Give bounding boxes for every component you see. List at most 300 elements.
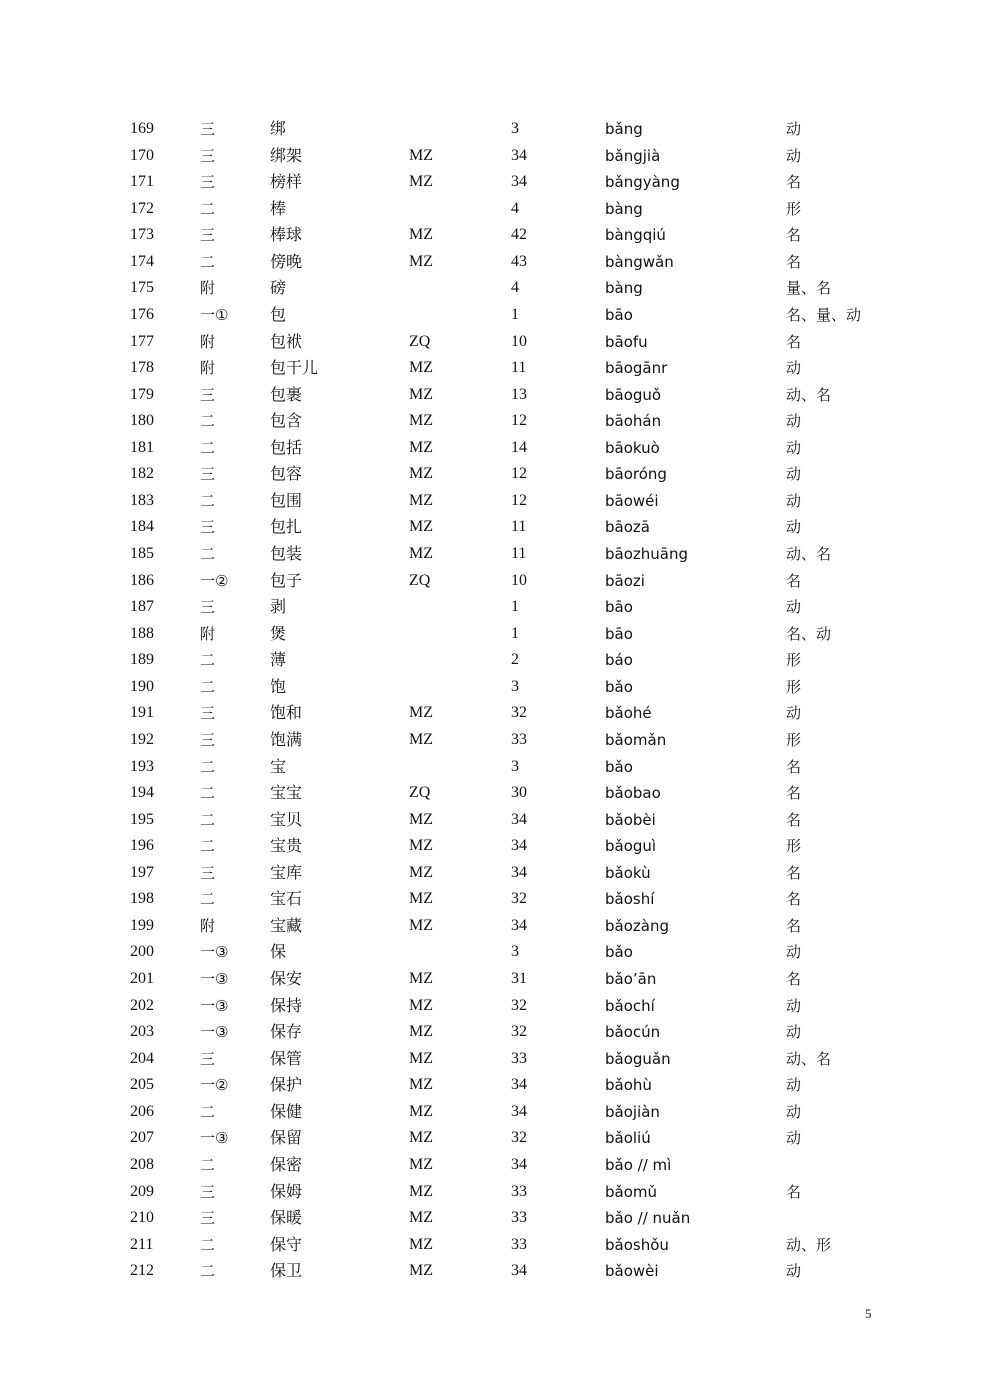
entry-category: MZ xyxy=(409,916,433,934)
entry-part-of-speech: 形 xyxy=(786,651,802,670)
entry-level: 二 xyxy=(200,1155,216,1174)
entry-code: 34 xyxy=(511,146,527,164)
entry-category: MZ xyxy=(409,252,433,270)
entry-level: 二 xyxy=(200,1235,216,1254)
entry-level: 二 xyxy=(200,199,216,218)
entry-level: 二 xyxy=(200,784,216,803)
entry-number: 177 xyxy=(130,332,154,350)
entry-code: 32 xyxy=(511,890,527,908)
entry-part-of-speech: 名 xyxy=(786,252,802,271)
entry-pinyin: bǎochí xyxy=(605,996,655,1015)
entry-word: 磅 xyxy=(270,278,287,298)
entry-level: 二 xyxy=(200,438,216,457)
entry-pinyin: bǎo xyxy=(605,943,633,962)
entry-word: 保留 xyxy=(270,1128,303,1148)
entry-part-of-speech: 名 xyxy=(786,970,802,988)
entry-word: 宝库 xyxy=(270,862,303,882)
table-row xyxy=(0,382,1005,409)
entry-part-of-speech: 名 xyxy=(786,571,802,590)
entry-number: 194 xyxy=(130,784,154,802)
entry-part-of-speech: 动 xyxy=(786,1129,802,1148)
entry-code: 3 xyxy=(511,943,519,961)
entry-number: 198 xyxy=(130,890,154,908)
entry-level: 三 xyxy=(200,1182,216,1201)
entry-number: 185 xyxy=(130,545,154,562)
table-row xyxy=(0,1179,1005,1206)
entry-level: 三 xyxy=(200,385,216,404)
entry-word: 宝 xyxy=(270,756,287,776)
entry-pinyin: bǎobao xyxy=(605,784,661,803)
table-row xyxy=(0,913,1005,940)
entry-word: 宝贵 xyxy=(270,836,303,856)
table-row xyxy=(0,1205,1005,1232)
entry-word: 包干儿 xyxy=(270,358,319,378)
entry-word: 保姆 xyxy=(270,1181,303,1201)
entry-category: MZ xyxy=(409,1049,433,1067)
entry-pinyin: bǎoguǎn xyxy=(605,1049,671,1068)
entry-number: 176 xyxy=(130,305,154,323)
table-row xyxy=(0,408,1005,435)
entry-part-of-speech: 量、名 xyxy=(786,279,832,298)
entry-level: 一① xyxy=(200,305,229,324)
entry-number: 192 xyxy=(130,730,154,748)
entry-code: 34 xyxy=(511,810,527,828)
entry-part-of-speech: 动 xyxy=(786,491,802,510)
table-row xyxy=(0,594,1005,621)
entry-word: 薄 xyxy=(270,650,287,670)
entry-number: 183 xyxy=(130,491,154,509)
entry-part-of-speech: 动、名 xyxy=(786,545,832,563)
table-row xyxy=(0,1125,1005,1152)
entry-code: 34 xyxy=(511,863,527,881)
entry-category: MZ xyxy=(409,412,433,430)
entry-word: 保暖 xyxy=(270,1208,303,1228)
entry-category: MZ xyxy=(409,970,433,987)
entry-pinyin: bǎo’ān xyxy=(605,970,657,988)
table-row xyxy=(0,993,1005,1020)
table-row xyxy=(0,1046,1005,1073)
entry-word: 绑 xyxy=(270,119,287,138)
entry-number: 189 xyxy=(130,651,154,669)
entry-part-of-speech: 动 xyxy=(786,518,802,537)
entry-pinyin: bǎomǔ xyxy=(605,1182,658,1201)
entry-word: 包袱 xyxy=(270,331,303,351)
entry-number: 182 xyxy=(130,465,154,483)
entry-word: 保护 xyxy=(270,1075,303,1095)
entry-pinyin: bǎngyàng xyxy=(605,173,680,192)
entry-word: 包子 xyxy=(270,570,303,590)
entry-part-of-speech: 动 xyxy=(786,120,802,138)
entry-level: 三 xyxy=(200,465,216,484)
entry-number: 169 xyxy=(130,120,154,137)
entry-part-of-speech: 名 xyxy=(786,810,802,829)
entry-part-of-speech: 名 xyxy=(786,863,802,882)
entry-category: MZ xyxy=(409,890,433,908)
entry-code: 11 xyxy=(511,545,527,562)
entry-part-of-speech: 动、名 xyxy=(786,385,832,404)
entry-pinyin: bàngqiú xyxy=(605,226,666,245)
entry-word: 宝藏 xyxy=(270,915,303,935)
table-row xyxy=(0,1019,1005,1046)
entry-number: 201 xyxy=(130,970,154,987)
entry-number: 196 xyxy=(130,837,154,855)
entry-part-of-speech: 名 xyxy=(786,173,802,192)
entry-pinyin: bǎobèi xyxy=(605,810,656,829)
table-row xyxy=(0,860,1005,887)
entry-category: MZ xyxy=(409,226,433,244)
entry-category: MZ xyxy=(409,518,433,536)
entry-word: 保 xyxy=(270,942,287,962)
entry-word: 棒 xyxy=(270,198,287,218)
entry-word: 绑架 xyxy=(270,145,303,165)
entry-number: 193 xyxy=(130,757,154,775)
entry-category: ZQ xyxy=(409,784,431,802)
entry-category: MZ xyxy=(409,359,433,377)
entry-level: 二 xyxy=(200,252,216,271)
entry-level: 二 xyxy=(200,545,216,563)
entry-pinyin: bǎoliú xyxy=(605,1129,651,1148)
entry-part-of-speech: 动 xyxy=(786,1262,802,1281)
entry-level: 三 xyxy=(200,173,216,192)
entry-level: 三 xyxy=(200,120,216,138)
entry-pinyin: bàng xyxy=(605,199,643,218)
table-row xyxy=(0,754,1005,781)
entry-level: 二 xyxy=(200,757,216,776)
entry-code: 12 xyxy=(511,491,527,509)
table-row xyxy=(0,488,1005,515)
entry-pinyin: bǎoshǒu xyxy=(605,1235,669,1254)
entry-word: 榜样 xyxy=(270,172,303,192)
entry-pinyin: bǎo xyxy=(605,757,633,776)
entry-number: 184 xyxy=(130,518,154,536)
entry-part-of-speech: 名 xyxy=(786,226,802,245)
entry-part-of-speech: 形 xyxy=(786,837,802,856)
entry-pinyin: bāoróng xyxy=(605,465,667,484)
entry-code: 42 xyxy=(511,226,527,244)
entry-number: 208 xyxy=(130,1155,154,1173)
entry-level: 三 xyxy=(200,704,216,723)
entry-part-of-speech: 形 xyxy=(786,199,802,218)
entry-code: 3 xyxy=(511,120,519,137)
entry-level: 一② xyxy=(200,571,229,590)
entry-category: MZ xyxy=(409,837,433,855)
entry-word: 保密 xyxy=(270,1154,303,1174)
entry-pinyin: bǎozàng xyxy=(605,916,669,935)
entry-word: 包含 xyxy=(270,411,303,431)
entry-level: 一③ xyxy=(200,943,229,962)
entry-level: 三 xyxy=(200,518,216,537)
entry-word: 包括 xyxy=(270,437,303,457)
entry-code: 34 xyxy=(511,1102,527,1120)
entry-code: 33 xyxy=(511,1182,527,1200)
entry-number: 173 xyxy=(130,226,154,244)
entry-word: 包扎 xyxy=(270,517,303,537)
table-row xyxy=(0,1072,1005,1099)
entry-number: 181 xyxy=(130,438,154,456)
entry-word: 保健 xyxy=(270,1101,303,1121)
entry-number: 187 xyxy=(130,598,154,616)
entry-number: 175 xyxy=(130,279,154,297)
entry-number: 205 xyxy=(130,1076,154,1094)
entry-pinyin: bǎoguì xyxy=(605,837,657,856)
entry-code: 32 xyxy=(511,996,527,1014)
table-row xyxy=(0,807,1005,834)
entry-code: 34 xyxy=(511,1076,527,1094)
entry-word: 宝石 xyxy=(270,889,303,909)
entry-part-of-speech: 名 xyxy=(786,916,802,935)
entry-category: MZ xyxy=(409,1023,433,1041)
entry-number: 186 xyxy=(130,571,154,589)
entry-code: 12 xyxy=(511,465,527,483)
entry-pinyin: bāozhuāng xyxy=(605,545,688,563)
entry-level: 一③ xyxy=(200,1023,229,1042)
entry-word: 保管 xyxy=(270,1048,303,1068)
entry-category: MZ xyxy=(409,730,433,748)
entry-word: 饱满 xyxy=(270,729,303,749)
table-row xyxy=(0,568,1005,595)
entry-code: 32 xyxy=(511,1129,527,1147)
entry-pinyin: bǎo // mì xyxy=(605,1155,672,1174)
entry-pinyin: bàng xyxy=(605,279,643,298)
entry-number: 190 xyxy=(130,677,154,695)
entry-part-of-speech: 动 xyxy=(786,465,802,484)
entry-level: 二 xyxy=(200,677,216,696)
entry-category: MZ xyxy=(409,465,433,483)
entry-level: 一③ xyxy=(200,1129,229,1148)
table-row xyxy=(0,435,1005,462)
entry-level: 三 xyxy=(200,1049,216,1068)
entry-number: 170 xyxy=(130,146,154,164)
vocabulary-table xyxy=(0,116,1005,1285)
entry-part-of-speech: 名 xyxy=(786,890,802,909)
entry-part-of-speech: 名 xyxy=(786,1182,802,1201)
entry-pinyin: bǎngjià xyxy=(605,146,661,165)
table-row xyxy=(0,461,1005,488)
entry-pinyin: báo xyxy=(605,651,633,670)
table-row xyxy=(0,647,1005,674)
entry-code: 11 xyxy=(511,359,527,377)
entry-pinyin: bàngwǎn xyxy=(605,252,674,271)
entry-pinyin: bǎomǎn xyxy=(605,730,667,749)
table-row xyxy=(0,833,1005,860)
entry-word: 包裹 xyxy=(270,384,303,404)
entry-number: 195 xyxy=(130,810,154,828)
entry-word: 包 xyxy=(270,304,287,324)
entry-part-of-speech: 动 xyxy=(786,412,802,431)
table-row xyxy=(0,1258,1005,1285)
entry-level: 附 xyxy=(200,332,216,351)
entry-pinyin: bāozā xyxy=(605,518,650,537)
entry-number: 197 xyxy=(130,863,154,881)
entry-category: MZ xyxy=(409,1129,433,1147)
entry-category: MZ xyxy=(409,1182,433,1200)
entry-level: 三 xyxy=(200,226,216,245)
table-row xyxy=(0,1232,1005,1259)
entry-code: 32 xyxy=(511,1023,527,1041)
entry-category: MZ xyxy=(409,1235,433,1253)
entry-code: 33 xyxy=(511,1209,527,1227)
entry-code: 32 xyxy=(511,704,527,722)
entry-code: 34 xyxy=(511,837,527,855)
entry-pinyin: bǎocún xyxy=(605,1023,661,1042)
table-row xyxy=(0,966,1005,993)
entry-pinyin: bāozi xyxy=(605,571,645,590)
entry-level: 一③ xyxy=(200,996,229,1015)
entry-pinyin: bāowéi xyxy=(605,491,659,510)
entry-code: 10 xyxy=(511,571,527,589)
page-number: 5 xyxy=(865,1306,872,1321)
entry-pinyin: bāo xyxy=(605,598,633,617)
entry-code: 4 xyxy=(511,199,519,217)
table-row xyxy=(0,727,1005,754)
entry-level: 三 xyxy=(200,1209,216,1228)
entry-part-of-speech: 动 xyxy=(786,1076,802,1095)
entry-level: 二 xyxy=(200,810,216,829)
entry-level: 附 xyxy=(200,279,216,298)
entry-category: MZ xyxy=(409,996,433,1014)
entry-level: 三 xyxy=(200,730,216,749)
entry-part-of-speech: 名 xyxy=(786,332,802,351)
entry-level: 二 xyxy=(200,837,216,856)
entry-part-of-speech: 动 xyxy=(786,943,802,962)
entry-category: MZ xyxy=(409,810,433,828)
entry-number: 202 xyxy=(130,996,154,1014)
entry-level: 二 xyxy=(200,1102,216,1121)
entry-code: 33 xyxy=(511,730,527,748)
entry-category: MZ xyxy=(409,545,433,562)
entry-word: 保守 xyxy=(270,1234,303,1254)
entry-part-of-speech: 动 xyxy=(786,598,802,617)
entry-category: MZ xyxy=(409,704,433,722)
entry-number: 172 xyxy=(130,199,154,217)
entry-category: MZ xyxy=(409,1262,433,1280)
entry-category: ZQ xyxy=(409,571,431,589)
entry-part-of-speech: 动 xyxy=(786,1102,802,1121)
entry-number: 204 xyxy=(130,1049,154,1067)
entry-pinyin: bǎohé xyxy=(605,704,652,723)
entry-level: 一② xyxy=(200,1076,229,1095)
entry-category: MZ xyxy=(409,1209,433,1227)
entry-code: 34 xyxy=(511,1155,527,1173)
entry-word: 棒球 xyxy=(270,225,303,245)
table-row xyxy=(0,249,1005,276)
entry-category: MZ xyxy=(409,1102,433,1120)
entry-pinyin: bāo xyxy=(605,624,633,643)
entry-part-of-speech: 名、量、动 xyxy=(786,305,862,324)
table-row xyxy=(0,169,1005,196)
entry-part-of-speech: 形 xyxy=(786,730,802,749)
entry-code: 1 xyxy=(511,624,519,642)
entry-pinyin: bǎojiàn xyxy=(605,1102,660,1121)
entry-code: 1 xyxy=(511,598,519,616)
entry-code: 33 xyxy=(511,1235,527,1253)
entry-code: 2 xyxy=(511,651,519,669)
entry-part-of-speech: 动、形 xyxy=(786,1235,832,1254)
entry-category: MZ xyxy=(409,1155,433,1173)
entry-level: 二 xyxy=(200,890,216,909)
table-row xyxy=(0,355,1005,382)
table-row xyxy=(0,329,1005,356)
entry-number: 207 xyxy=(130,1129,154,1147)
entry-code: 31 xyxy=(511,970,527,987)
entry-number: 199 xyxy=(130,916,154,934)
entry-part-of-speech: 名 xyxy=(786,784,802,803)
entry-number: 212 xyxy=(130,1262,154,1280)
entry-number: 200 xyxy=(130,943,154,961)
entry-word: 保安 xyxy=(270,969,303,988)
table-row xyxy=(0,275,1005,302)
entry-level: 三 xyxy=(200,146,216,165)
entry-category: MZ xyxy=(409,173,433,191)
entry-pinyin: bǎowèi xyxy=(605,1262,659,1281)
entry-part-of-speech: 动 xyxy=(786,146,802,165)
entry-word: 饱和 xyxy=(270,703,303,723)
entry-pinyin: bāofu xyxy=(605,332,648,351)
entry-level: 三 xyxy=(200,863,216,882)
entry-category: MZ xyxy=(409,438,433,456)
entry-code: 10 xyxy=(511,332,527,350)
entry-word: 剥 xyxy=(270,597,287,617)
entry-part-of-speech: 动 xyxy=(786,1023,802,1042)
table-row xyxy=(0,302,1005,329)
entry-word: 宝贝 xyxy=(270,809,303,829)
entry-number: 171 xyxy=(130,173,154,191)
entry-part-of-speech: 动 xyxy=(786,438,802,457)
entry-code: 11 xyxy=(511,518,527,536)
entry-pinyin: bǎoshí xyxy=(605,890,655,909)
entry-category: MZ xyxy=(409,385,433,403)
entry-word: 煲 xyxy=(270,623,287,643)
table-row xyxy=(0,514,1005,541)
entry-level: 一③ xyxy=(200,970,229,988)
table-row xyxy=(0,780,1005,807)
entry-number: 179 xyxy=(130,385,154,403)
entry-pinyin: bǎng xyxy=(605,120,643,138)
entry-code: 14 xyxy=(511,438,527,456)
entry-word: 饱 xyxy=(270,676,287,696)
entry-code: 4 xyxy=(511,279,519,297)
table-row xyxy=(0,143,1005,170)
entry-part-of-speech: 动 xyxy=(786,359,802,378)
entry-code: 34 xyxy=(511,173,527,191)
entry-word: 保持 xyxy=(270,995,303,1015)
entry-level: 二 xyxy=(200,651,216,670)
entry-part-of-speech: 动 xyxy=(786,704,802,723)
entry-category: MZ xyxy=(409,146,433,164)
entry-word: 保存 xyxy=(270,1022,303,1042)
entry-part-of-speech: 形 xyxy=(786,677,802,696)
entry-category: MZ xyxy=(409,863,433,881)
entry-word: 包装 xyxy=(270,544,303,563)
entry-word: 保卫 xyxy=(270,1261,303,1281)
entry-pinyin: bǎo xyxy=(605,677,633,696)
entry-level: 附 xyxy=(200,624,216,643)
table-row xyxy=(0,674,1005,701)
entry-level: 附 xyxy=(200,359,216,378)
entry-code: 34 xyxy=(511,916,527,934)
entry-level: 二 xyxy=(200,1262,216,1281)
entry-pinyin: bāogānr xyxy=(605,359,668,378)
entry-pinyin: bāohán xyxy=(605,412,662,431)
table-row xyxy=(0,222,1005,249)
entry-number: 174 xyxy=(130,252,154,270)
entry-number: 209 xyxy=(130,1182,154,1200)
entry-code: 1 xyxy=(511,305,519,323)
entry-code: 3 xyxy=(511,757,519,775)
table-row xyxy=(0,116,1005,143)
entry-pinyin: bāo xyxy=(605,305,633,324)
entry-pinyin: bǎo // nuǎn xyxy=(605,1209,691,1228)
